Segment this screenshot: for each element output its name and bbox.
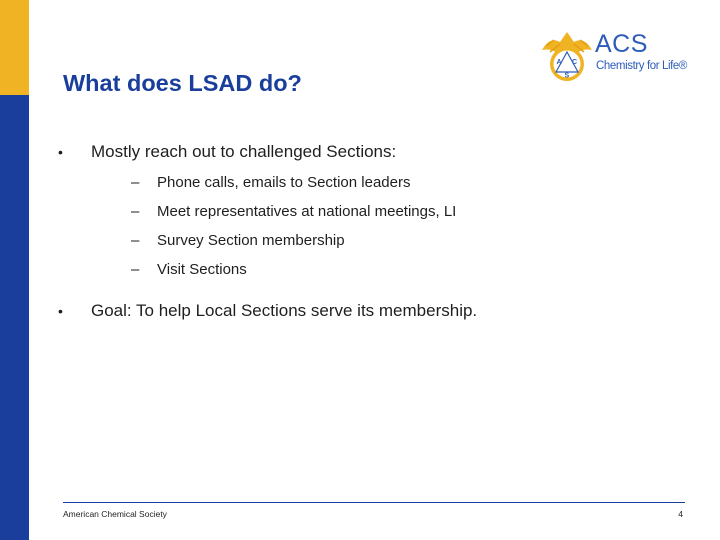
sub-bullet-marker: – — [131, 174, 140, 191]
acs-logo — [540, 28, 700, 88]
sub-bullet-list — [91, 173, 678, 289]
slide-title: What does LSAD do? — [63, 70, 302, 96]
bullet-item — [58, 299, 678, 323]
seal-letter-c: C — [572, 59, 578, 66]
seal-letter-a: A — [556, 59, 562, 66]
footer-organization: American Chemical Society — [63, 509, 167, 519]
accent-bar-gold — [0, 0, 29, 95]
sub-bullet-marker: – — [131, 261, 140, 278]
bullet-text: Goal: To help Local Sections serve its membership. — [91, 301, 478, 320]
accent-bar-blue — [0, 95, 29, 540]
bullet-item — [58, 140, 678, 289]
bullet-marker: • — [58, 144, 63, 160]
sub-bullet-marker: – — [131, 232, 140, 249]
sub-bullet-text: Visit Sections — [157, 261, 247, 278]
sub-bullet-item — [91, 260, 678, 289]
footer-divider — [63, 502, 685, 503]
logo-wordmark: ACS — [595, 30, 648, 58]
bullet-list — [58, 140, 678, 323]
sub-bullet-text: Survey Section membership — [157, 232, 345, 249]
sub-bullet-item — [91, 202, 678, 231]
seal-letter-s: S — [564, 72, 570, 80]
sub-bullet-marker: – — [131, 203, 140, 220]
bullet-text: Mostly reach out to challenged Sections: — [91, 142, 397, 161]
bullet-marker: • — [58, 303, 63, 319]
page-number: 4 — [678, 509, 683, 519]
sub-bullet-text: Phone calls, emails to Section leaders — [157, 174, 411, 191]
sub-bullet-text: Meet representatives at national meetings, LI — [157, 203, 457, 220]
sub-bullet-item — [91, 231, 678, 260]
logo-tagline: Chemistry for Life® — [596, 60, 687, 72]
acs-seal-icon — [540, 28, 594, 84]
sub-bullet-item — [91, 173, 678, 202]
